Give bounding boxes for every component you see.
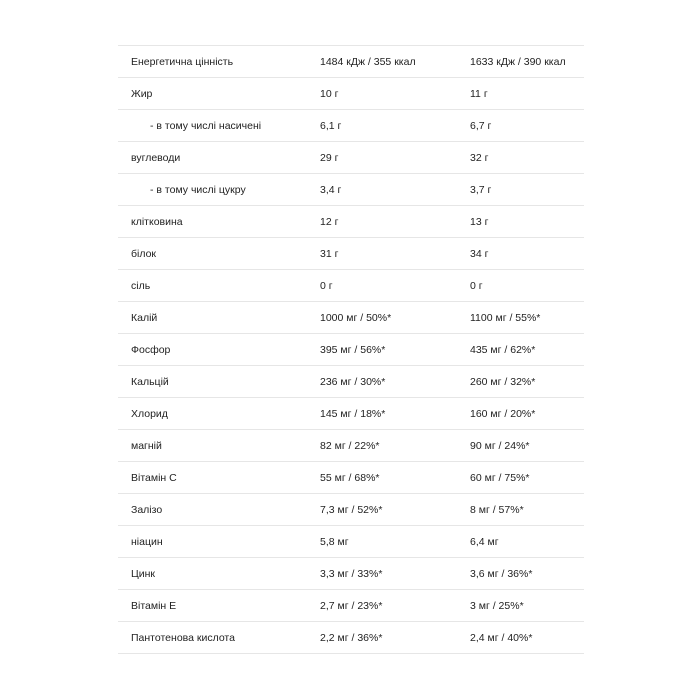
nutrient-value-first-column: 2,2 мг / 36%* (307, 622, 457, 654)
nutrient-value-second-column: 260 мг / 32%* (457, 366, 584, 398)
nutrition-row (118, 366, 584, 398)
nutrient-name: Цинк (118, 558, 307, 590)
nutrient-value-first-column: 29 г (307, 142, 457, 174)
nutrient-value-second-column: 11 г (457, 78, 584, 110)
nutrient-name: Пантотенова кислота (118, 622, 307, 654)
nutrient-value-first-column: 5,8 мг (307, 526, 457, 558)
nutrient-value-second-column: 90 мг / 24%* (457, 430, 584, 462)
nutrient-name: вуглеводи (118, 142, 307, 174)
nutrient-name: Фосфор (118, 334, 307, 366)
nutrient-name: Вітамін Е (118, 590, 307, 622)
nutrition-row (118, 526, 584, 558)
nutrient-name: Залізо (118, 494, 307, 526)
nutrient-value-second-column: 60 мг / 75%* (457, 462, 584, 494)
nutrition-table (118, 45, 584, 654)
nutrition-row (118, 206, 584, 238)
nutrient-value-first-column: 3,4 г (307, 174, 457, 206)
nutrition-row (118, 558, 584, 590)
nutrient-name: білок (118, 238, 307, 270)
nutrient-value-first-column: 0 г (307, 270, 457, 302)
nutrient-name: - в тому числі цукру (118, 174, 307, 206)
nutrient-value-second-column: 1100 мг / 55%* (457, 302, 584, 334)
nutrient-value-second-column: 1633 кДж / 390 ккал (457, 46, 584, 78)
nutrition-row (118, 398, 584, 430)
nutrition-row (118, 430, 584, 462)
nutrition-row (118, 270, 584, 302)
nutrient-value-second-column: 0 г (457, 270, 584, 302)
nutrient-value-first-column: 12 г (307, 206, 457, 238)
nutrient-value-first-column: 395 мг / 56%* (307, 334, 457, 366)
nutrition-row (118, 462, 584, 494)
nutrient-value-first-column: 10 г (307, 78, 457, 110)
nutrient-value-second-column: 3,7 г (457, 174, 584, 206)
nutrient-name: клітковина (118, 206, 307, 238)
nutrient-name: магній (118, 430, 307, 462)
nutrition-row (118, 174, 584, 206)
nutrient-value-first-column: 7,3 мг / 52%* (307, 494, 457, 526)
nutrient-value-second-column: 3 мг / 25%* (457, 590, 584, 622)
nutrient-value-first-column: 1000 мг / 50%* (307, 302, 457, 334)
nutrient-value-first-column: 6,1 г (307, 110, 457, 142)
nutrient-name: Кальцій (118, 366, 307, 398)
nutrient-name: Жир (118, 78, 307, 110)
nutrient-value-second-column: 6,7 г (457, 110, 584, 142)
nutrition-row (118, 622, 584, 654)
nutrient-value-second-column: 34 г (457, 238, 584, 270)
nutrient-name: Калій (118, 302, 307, 334)
nutrition-table-body (118, 46, 584, 654)
nutrient-value-second-column: 3,6 мг / 36%* (457, 558, 584, 590)
nutrition-row (118, 46, 584, 78)
nutrient-value-first-column: 55 мг / 68%* (307, 462, 457, 494)
nutrient-value-second-column: 6,4 мг (457, 526, 584, 558)
nutrient-value-second-column: 160 мг / 20%* (457, 398, 584, 430)
nutrient-value-first-column: 2,7 мг / 23%* (307, 590, 457, 622)
nutrition-row (118, 142, 584, 174)
nutrient-value-first-column: 1484 кДж / 355 ккал (307, 46, 457, 78)
nutrient-value-first-column: 82 мг / 22%* (307, 430, 457, 462)
nutrition-row (118, 238, 584, 270)
nutrient-name: Енергетична цінність (118, 46, 307, 78)
nutrient-value-second-column: 435 мг / 62%* (457, 334, 584, 366)
nutrient-value-first-column: 145 мг / 18%* (307, 398, 457, 430)
nutrition-row (118, 110, 584, 142)
nutrient-value-second-column: 32 г (457, 142, 584, 174)
nutrition-row (118, 302, 584, 334)
nutrient-name: сіль (118, 270, 307, 302)
nutrition-row (118, 78, 584, 110)
nutrient-value-second-column: 8 мг / 57%* (457, 494, 584, 526)
nutrient-name: Вітамін С (118, 462, 307, 494)
nutrient-value-first-column: 31 г (307, 238, 457, 270)
nutrient-value-first-column: 3,3 мг / 33%* (307, 558, 457, 590)
nutrient-name: ніацин (118, 526, 307, 558)
nutrition-row (118, 334, 584, 366)
nutrient-value-second-column: 13 г (457, 206, 584, 238)
nutrient-value-first-column: 236 мг / 30%* (307, 366, 457, 398)
nutrient-name: Хлорид (118, 398, 307, 430)
nutrition-row (118, 590, 584, 622)
nutrition-row (118, 494, 584, 526)
nutrient-value-second-column: 2,4 мг / 40%* (457, 622, 584, 654)
nutrient-name: - в тому числі насичені (118, 110, 307, 142)
